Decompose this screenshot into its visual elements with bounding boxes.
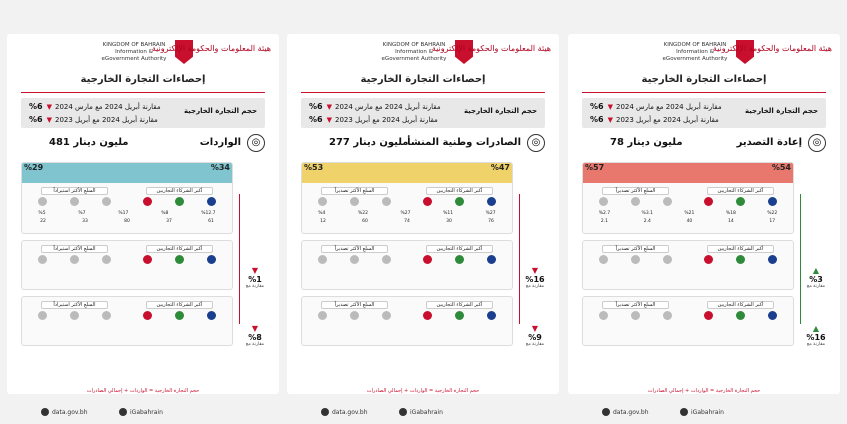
- down-arrow-icon: ▼: [251, 266, 259, 275]
- share-row: [583, 211, 793, 216]
- country-flag-icon: [768, 255, 777, 264]
- globe-icon: [41, 408, 49, 416]
- products-marks: [587, 255, 684, 264]
- share-row: [583, 219, 793, 224]
- comparison-pct: %6: [29, 115, 43, 124]
- partners-marks: [131, 311, 228, 320]
- products-subtitle: السلع الأكثر تصديراً: [321, 245, 389, 253]
- comparison-box: [301, 98, 545, 128]
- comparison-label: حجم التجارة الخارجية: [183, 107, 257, 115]
- comparison-text: مقارنة أبريل 2024 مع أبريل 2023: [54, 116, 158, 124]
- product-icon: [350, 311, 359, 320]
- country-flag-icon: [423, 255, 432, 264]
- change-pct: %8: [248, 333, 262, 342]
- partners-column: [127, 297, 232, 322]
- highlight-band: [583, 163, 793, 183]
- products-marks: [26, 311, 123, 320]
- share-value: 14: [727, 219, 734, 224]
- website-text[interactable]: data.gov.bh: [332, 408, 368, 416]
- partners-subtitle: أكبر الشركاء التجاريين: [146, 187, 214, 195]
- partners-marks: [131, 197, 228, 206]
- band-pct-right: %54: [771, 163, 791, 172]
- country-flag-icon: [423, 311, 432, 320]
- product-icon: [631, 197, 640, 206]
- period-block: [582, 240, 794, 290]
- highlight-band: [302, 163, 512, 183]
- partners-marks: [411, 255, 508, 264]
- comparison-text: مقارنة أبريل 2024 مع مارس 2024: [54, 103, 161, 111]
- block-columns: [302, 183, 512, 208]
- products-column: [583, 183, 688, 208]
- comparison-row: [309, 115, 438, 124]
- product-icon: [102, 255, 111, 264]
- change-label: مقارنة مع: [525, 342, 545, 347]
- product-icon: [70, 311, 79, 320]
- partners-marks: [692, 255, 789, 264]
- connector-line: [239, 194, 240, 324]
- product-icon: [382, 311, 391, 320]
- product-icon: [382, 255, 391, 264]
- globe-icon: [321, 408, 329, 416]
- share-row: [22, 211, 232, 216]
- section-header: [301, 132, 545, 156]
- comparison-row: [309, 102, 441, 111]
- product-icon: [350, 255, 359, 264]
- country-flag-icon: [143, 311, 152, 320]
- page-title: إحصاءات التجارة الخارجية: [360, 74, 486, 85]
- partners-column: [407, 183, 512, 208]
- products-column: [583, 297, 688, 322]
- share-value: %27: [485, 211, 496, 216]
- partners-subtitle: أكبر الشركاء التجاريين: [426, 301, 494, 309]
- website-link[interactable]: [602, 408, 649, 416]
- comparison-label: حجم التجارة الخارجية: [744, 107, 818, 115]
- products-column: [22, 297, 127, 322]
- down-arrow-icon: ▼: [531, 266, 539, 275]
- share-value: 2.1: [600, 219, 609, 224]
- comparison-pct: %6: [309, 115, 323, 124]
- share-value: %11: [443, 211, 454, 216]
- product-icon: [350, 197, 359, 206]
- page-title: إحصاءات التجارة الخارجية: [641, 74, 767, 85]
- products-column: [302, 241, 407, 266]
- org-logo: [7, 38, 279, 68]
- product-icon: [663, 311, 672, 320]
- down-arrow-icon: ▼: [46, 116, 52, 124]
- products-marks: [306, 197, 403, 206]
- block-columns: [302, 297, 512, 322]
- product-icon: [318, 197, 327, 206]
- panel-imports: [7, 34, 279, 416]
- period-block: [301, 296, 513, 346]
- share-value: %17: [118, 211, 129, 216]
- share-value: 2.4: [643, 219, 651, 224]
- products-marks: [587, 197, 684, 206]
- comparison-text: مقارنة أبريل 2024 مع مارس 2024: [615, 103, 722, 111]
- connector-line: [519, 194, 520, 324]
- share-value: %21: [684, 211, 695, 216]
- block-columns: [22, 297, 232, 322]
- share-value: %27: [400, 211, 411, 216]
- down-arrow-icon: ▼: [531, 324, 539, 333]
- products-marks: [306, 311, 403, 320]
- block-columns: [583, 183, 793, 208]
- product-icon: [38, 255, 47, 264]
- block-columns: [22, 241, 232, 266]
- handle-text[interactable]: iGabahrain: [410, 408, 443, 416]
- comparison-pct: %6: [590, 102, 604, 111]
- change-indicator: [804, 266, 828, 289]
- social-icon: [119, 408, 127, 416]
- up-arrow-icon: ▲: [812, 324, 820, 333]
- country-flag-icon: [207, 197, 216, 206]
- comparison-text: مقارنة أبريل 2024 مع مارس 2024: [334, 103, 441, 111]
- org-name-ar: هيئة المعلومات والحكومة الإلكترونية: [151, 44, 271, 53]
- page-title: إحصاءات التجارة الخارجية: [80, 74, 206, 85]
- section-icon: ◎: [808, 134, 826, 152]
- partners-column: [688, 183, 793, 208]
- section-header: [21, 132, 265, 156]
- country-flag-icon: [207, 255, 216, 264]
- share-row: [302, 211, 512, 216]
- comparison-row: [29, 115, 158, 124]
- partners-column: [407, 297, 512, 322]
- share-row: [302, 219, 512, 224]
- products-subtitle: السلع الأكثر تصديراً: [321, 301, 389, 309]
- change-label: مقارنة مع: [525, 284, 545, 289]
- comparison-row: [29, 102, 161, 111]
- band-pct-left: %29: [24, 163, 44, 172]
- products-subtitle: السلع الأكثر تصديراً: [602, 187, 670, 195]
- product-icon: [70, 197, 79, 206]
- website-text[interactable]: data.gov.bh: [52, 408, 88, 416]
- social-handle[interactable]: [399, 408, 443, 416]
- share-value: 74: [404, 219, 410, 224]
- connector-line: [800, 194, 801, 324]
- change-label: مقارنة مع: [245, 284, 265, 289]
- product-icon: [318, 311, 327, 320]
- share-row: [22, 219, 232, 224]
- up-arrow-icon: ▲: [812, 266, 820, 275]
- products-marks: [26, 255, 123, 264]
- change-pct: %16: [525, 275, 545, 284]
- change-indicator: [523, 324, 547, 347]
- section-value: 78 مليون دينار: [610, 137, 683, 148]
- org-name-ar: هيئة المعلومات والحكومة الإلكترونية: [712, 44, 832, 53]
- country-flag-icon: [768, 197, 777, 206]
- partners-subtitle: أكبر الشركاء التجاريين: [146, 301, 214, 309]
- share-value: %5: [38, 211, 46, 216]
- country-flag-icon: [455, 255, 464, 264]
- down-arrow-icon: ▼: [326, 116, 332, 124]
- products-subtitle: السلع الأكثر تصديراً: [602, 245, 670, 253]
- country-flag-icon: [736, 197, 745, 206]
- share-value: 61: [208, 219, 214, 224]
- title-divider: [21, 92, 265, 93]
- products-column: [583, 241, 688, 266]
- comparison-box: [582, 98, 826, 128]
- partners-column: [407, 241, 512, 266]
- change-label: مقارنة مع: [806, 284, 826, 289]
- products-column: [22, 183, 127, 208]
- section-name: الصادرات وطنية المنشأ: [407, 137, 521, 148]
- share-value: 37: [166, 219, 172, 224]
- partners-subtitle: أكبر الشركاء التجاريين: [146, 245, 214, 253]
- share-value: 60: [362, 219, 368, 224]
- partners-column: [127, 183, 232, 208]
- period-block: [21, 162, 233, 234]
- period-block: [582, 296, 794, 346]
- share-value: 12: [320, 219, 326, 224]
- share-value: %22: [767, 211, 778, 216]
- product-icon: [631, 311, 640, 320]
- org-name-en: KINGDOM OF BAHRAIN Information & eGovernment Authority: [662, 42, 728, 62]
- share-value: 17: [769, 219, 776, 224]
- product-icon: [599, 311, 608, 320]
- formula-note: حجم التجارة الخارجية = الواردات + إجمالي الصادرات: [647, 388, 761, 394]
- partners-marks: [692, 311, 789, 320]
- product-icon: [38, 311, 47, 320]
- country-flag-icon: [143, 255, 152, 264]
- down-arrow-icon: ▼: [607, 116, 613, 124]
- comparison-text: مقارنة أبريل 2024 مع أبريل 2023: [615, 116, 719, 124]
- change-indicator: [523, 266, 547, 289]
- share-value: 33: [82, 219, 88, 224]
- org-name-ar: هيئة المعلومات والحكومة الإلكترونية: [431, 44, 551, 53]
- partners-subtitle: أكبر الشركاء التجاريين: [426, 187, 494, 195]
- section-value: 277 مليون دينار: [329, 137, 409, 148]
- title-divider: [301, 92, 545, 93]
- partners-marks: [692, 197, 789, 206]
- share-value: 22: [40, 219, 46, 224]
- products-subtitle: السلع الأكثر تصديراً: [602, 301, 670, 309]
- products-column: [302, 297, 407, 322]
- social-icon: [680, 408, 688, 416]
- share-value: %8: [161, 211, 169, 216]
- products-marks: [306, 255, 403, 264]
- globe-icon: [602, 408, 610, 416]
- product-icon: [38, 197, 47, 206]
- partners-column: [127, 241, 232, 266]
- panel-reexport: [568, 34, 840, 416]
- section-name: الواردات: [199, 137, 241, 148]
- share-value: %4: [318, 211, 326, 216]
- change-pct: %16: [806, 333, 826, 342]
- product-icon: [318, 255, 327, 264]
- partners-column: [688, 241, 793, 266]
- band-pct-left: %53: [304, 163, 324, 172]
- band-pct-left: %57: [585, 163, 605, 172]
- panel-exports: [287, 34, 559, 416]
- partners-subtitle: أكبر الشركاء التجاريين: [707, 245, 775, 253]
- country-flag-icon: [487, 255, 496, 264]
- country-flag-icon: [487, 311, 496, 320]
- title-divider: [582, 92, 826, 93]
- share-value: %18: [725, 211, 736, 216]
- country-flag-icon: [175, 311, 184, 320]
- share-value: 40: [686, 219, 693, 224]
- change-indicator: [804, 324, 828, 347]
- product-icon: [663, 255, 672, 264]
- change-pct: %3: [809, 275, 823, 284]
- period-block: [301, 240, 513, 290]
- share-value: %2.7: [598, 211, 611, 216]
- country-flag-icon: [704, 311, 713, 320]
- partners-marks: [131, 255, 228, 264]
- partners-marks: [411, 197, 508, 206]
- product-icon: [102, 197, 111, 206]
- partners-marks: [411, 311, 508, 320]
- change-label: مقارنة مع: [806, 342, 826, 347]
- products-marks: [26, 197, 123, 206]
- handle-text[interactable]: iGabahrain: [691, 408, 724, 416]
- highlight-band: [22, 163, 232, 183]
- social-handle[interactable]: [119, 408, 163, 416]
- comparison-pct: %6: [29, 102, 43, 111]
- country-flag-icon: [768, 311, 777, 320]
- change-indicator: [243, 324, 267, 347]
- share-value: 30: [446, 219, 452, 224]
- share-value: %7: [78, 211, 86, 216]
- country-flag-icon: [175, 197, 184, 206]
- products-column: [302, 183, 407, 208]
- country-flag-icon: [455, 311, 464, 320]
- country-flag-icon: [736, 255, 745, 264]
- down-arrow-icon: ▼: [251, 324, 259, 333]
- section-icon: ◎: [247, 134, 265, 152]
- period-block: [21, 240, 233, 290]
- partners-subtitle: أكبر الشركاء التجاريين: [707, 187, 775, 195]
- period-block: [301, 162, 513, 234]
- block-columns: [583, 241, 793, 266]
- block-columns: [302, 241, 512, 266]
- block-columns: [22, 183, 232, 208]
- org-logo: [568, 38, 840, 68]
- share-value: 80: [124, 219, 130, 224]
- country-flag-icon: [143, 197, 152, 206]
- down-arrow-icon: ▼: [326, 103, 332, 111]
- product-icon: [382, 197, 391, 206]
- country-flag-icon: [704, 255, 713, 264]
- comparison-row: [590, 115, 719, 124]
- partners-subtitle: أكبر الشركاء التجاريين: [707, 301, 775, 309]
- website-link[interactable]: [41, 408, 88, 416]
- partners-subtitle: أكبر الشركاء التجاريين: [426, 245, 494, 253]
- comparison-label: حجم التجارة الخارجية: [463, 107, 537, 115]
- section-value: 481 مليون دينار: [49, 137, 129, 148]
- formula-note: حجم التجارة الخارجية = الواردات + إجمالي الصادرات: [366, 388, 480, 394]
- product-icon: [631, 255, 640, 264]
- country-flag-icon: [207, 311, 216, 320]
- share-value: %3.1: [641, 211, 653, 216]
- website-text[interactable]: data.gov.bh: [613, 408, 649, 416]
- partners-column: [688, 297, 793, 322]
- product-icon: [599, 197, 608, 206]
- formula-note: حجم التجارة الخارجية = الواردات + إجمالي الصادرات: [86, 388, 200, 394]
- country-flag-icon: [487, 197, 496, 206]
- product-icon: [70, 255, 79, 264]
- period-block: [21, 296, 233, 346]
- products-subtitle: السلع الأكثر استيراداً: [41, 301, 109, 309]
- handle-text[interactable]: iGabahrain: [130, 408, 163, 416]
- section-icon: ◎: [527, 134, 545, 152]
- share-value: 76: [488, 219, 494, 224]
- social-handle[interactable]: [680, 408, 724, 416]
- products-column: [22, 241, 127, 266]
- country-flag-icon: [736, 311, 745, 320]
- share-value: %12.7: [201, 211, 216, 216]
- share-value: %22: [357, 211, 368, 216]
- org-logo: [287, 38, 559, 68]
- social-icon: [399, 408, 407, 416]
- change-label: مقارنة مع: [245, 342, 265, 347]
- products-marks: [587, 311, 684, 320]
- country-flag-icon: [455, 197, 464, 206]
- section-name: إعادة التصدير: [736, 137, 802, 148]
- country-flag-icon: [175, 255, 184, 264]
- down-arrow-icon: ▼: [46, 103, 52, 111]
- comparison-pct: %6: [309, 102, 323, 111]
- product-icon: [663, 197, 672, 206]
- band-pct-right: %34: [210, 163, 230, 172]
- country-flag-icon: [423, 197, 432, 206]
- comparison-box: [21, 98, 265, 128]
- period-block: [582, 162, 794, 234]
- section-header: [582, 132, 826, 156]
- org-name-en: KINGDOM OF BAHRAIN Information & eGovernment Authority: [381, 42, 447, 62]
- product-icon: [599, 255, 608, 264]
- block-columns: [583, 297, 793, 322]
- down-arrow-icon: ▼: [607, 103, 613, 111]
- comparison-text: مقارنة أبريل 2024 مع أبريل 2023: [334, 116, 438, 124]
- product-icon: [102, 311, 111, 320]
- org-name-en: KINGDOM OF BAHRAIN Information & eGovernment Authority: [101, 42, 167, 62]
- products-subtitle: السلع الأكثر استيراداً: [41, 245, 109, 253]
- change-pct: %9: [528, 333, 542, 342]
- products-subtitle: السلع الأكثر تصديراً: [321, 187, 389, 195]
- change-pct: %1: [248, 275, 262, 284]
- website-link[interactable]: [321, 408, 368, 416]
- change-indicator: [243, 266, 267, 289]
- country-flag-icon: [704, 197, 713, 206]
- products-subtitle: السلع الأكثر استيراداً: [41, 187, 109, 195]
- comparison-row: [590, 102, 722, 111]
- comparison-pct: %6: [590, 115, 604, 124]
- band-pct-right: %47: [490, 163, 510, 172]
